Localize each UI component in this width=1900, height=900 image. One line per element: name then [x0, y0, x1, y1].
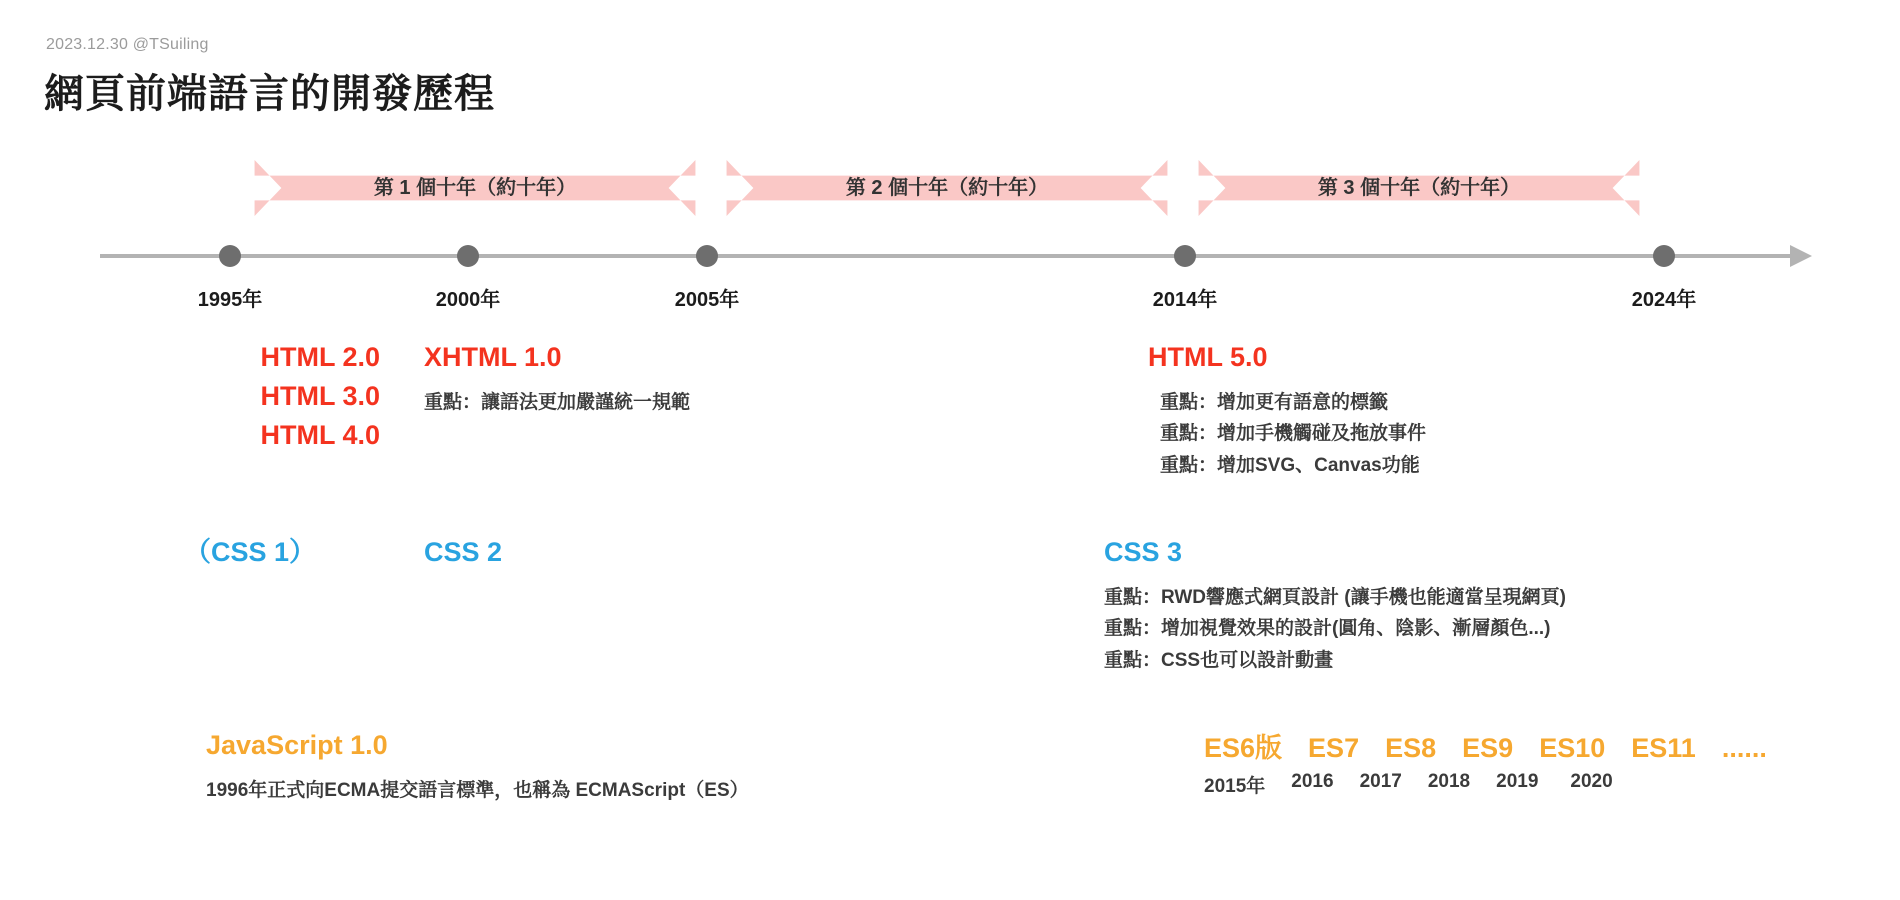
timeline-dot-2024: [1653, 245, 1675, 267]
html5-block-2014: [1148, 338, 1426, 481]
xhtml-block-2000: [424, 338, 690, 418]
decade-arrow-label-3: 第 3 個十年（約十年）: [1317, 177, 1521, 199]
timeline-year-2000: 2000年: [435, 289, 501, 311]
xhtml-note: 重點：讓語法更加嚴謹統一規範: [424, 392, 691, 414]
html-version-3: HTML 3.0: [260, 381, 380, 412]
html-version-4: HTML 4.0: [260, 420, 380, 451]
timeline-dot-2005: [696, 245, 718, 267]
html5-note-1: 重點：增加更有語意的標籤: [1160, 392, 1389, 414]
html5-note-2: 重點：增加手機觸碰及拖放事件: [1160, 423, 1427, 445]
decade-arrow-3: [1184, 160, 1654, 216]
html-version-2: HTML 2.0: [260, 342, 380, 372]
css3-heading: CSS 3: [1104, 537, 1183, 567]
timeline-arrow-icon: [1790, 245, 1812, 267]
es-year-2015: 2015年: [1204, 776, 1266, 797]
byline-date: 2023.12.30: [46, 36, 129, 53]
decade-arrow-label-1: 第 1 個十年（約十年）: [373, 177, 577, 199]
css3-note-3: 重點：CSS也可以設計動畫: [1104, 649, 1334, 671]
es-label-es8: ES8: [1385, 733, 1437, 763]
xhtml-heading: XHTML 1.0: [424, 342, 562, 372]
page-title: 網頁前端語言的開發歷程: [44, 72, 495, 116]
timeline-dot-2000: [457, 245, 479, 267]
css3-note-1: 重點：RWD響應式網頁設計 (讓手機也能適當呈現網頁): [1104, 587, 1566, 609]
timeline-year-2014: 2014年: [1152, 289, 1218, 311]
es-year-2016: 2016: [1291, 771, 1334, 792]
javascript-note: 1996年正式向ECMA提交語言標準，也稱為 ECMAScript（ES）: [206, 780, 749, 802]
css2-block: [424, 533, 502, 572]
css2-heading: CSS 2: [424, 537, 503, 567]
html5-note-3: 重點：增加SVG、Canvas功能: [1160, 454, 1420, 476]
es-label-more: ......: [1721, 733, 1767, 763]
es-year-2018: 2018: [1427, 771, 1471, 792]
byline-handle: @TSuiling: [132, 36, 209, 53]
decade-arrow-label-2: 第 2 個十年（約十年）: [845, 177, 1049, 199]
es-label-es10: ES10: [1539, 733, 1606, 763]
es-label-es6: ES6版: [1204, 733, 1283, 763]
javascript-block: [206, 726, 749, 806]
es-versions-row: [1204, 726, 1767, 765]
es-year-2019: 2019: [1496, 771, 1539, 792]
es-year-2017: 2017: [1359, 771, 1402, 792]
es-year-2020: 2020: [1570, 771, 1613, 792]
css3-block: [1104, 533, 1566, 676]
decade-arrow-1: [240, 160, 710, 216]
html-versions-1995: [100, 338, 380, 455]
css3-note-2: 重點：增加視覺效果的設計(圓角、陰影、漸層顏色...): [1104, 618, 1551, 640]
es-label-es11: ES11: [1631, 733, 1696, 763]
timeline-dot-2014: [1174, 245, 1196, 267]
es-years-row: [1204, 771, 1767, 798]
es-label-es9: ES9: [1462, 733, 1514, 763]
byline: [46, 36, 209, 54]
timeline-axis: [100, 254, 1800, 258]
timeline-year-2024: 2024年: [1631, 289, 1697, 311]
css1-block: [184, 533, 316, 572]
es-label-es7: ES7: [1308, 733, 1360, 763]
css1-heading: （CSS 1）: [184, 537, 317, 567]
timeline-year-2005: 2005年: [674, 289, 740, 311]
decade-arrow-2: [712, 160, 1182, 216]
es-versions-block: [1204, 726, 1767, 798]
timeline-year-1995: 1995年: [197, 289, 263, 311]
timeline-dot-1995: [219, 245, 241, 267]
javascript-heading: JavaScript 1.0: [206, 730, 388, 760]
html5-heading: HTML 5.0: [1148, 342, 1268, 372]
